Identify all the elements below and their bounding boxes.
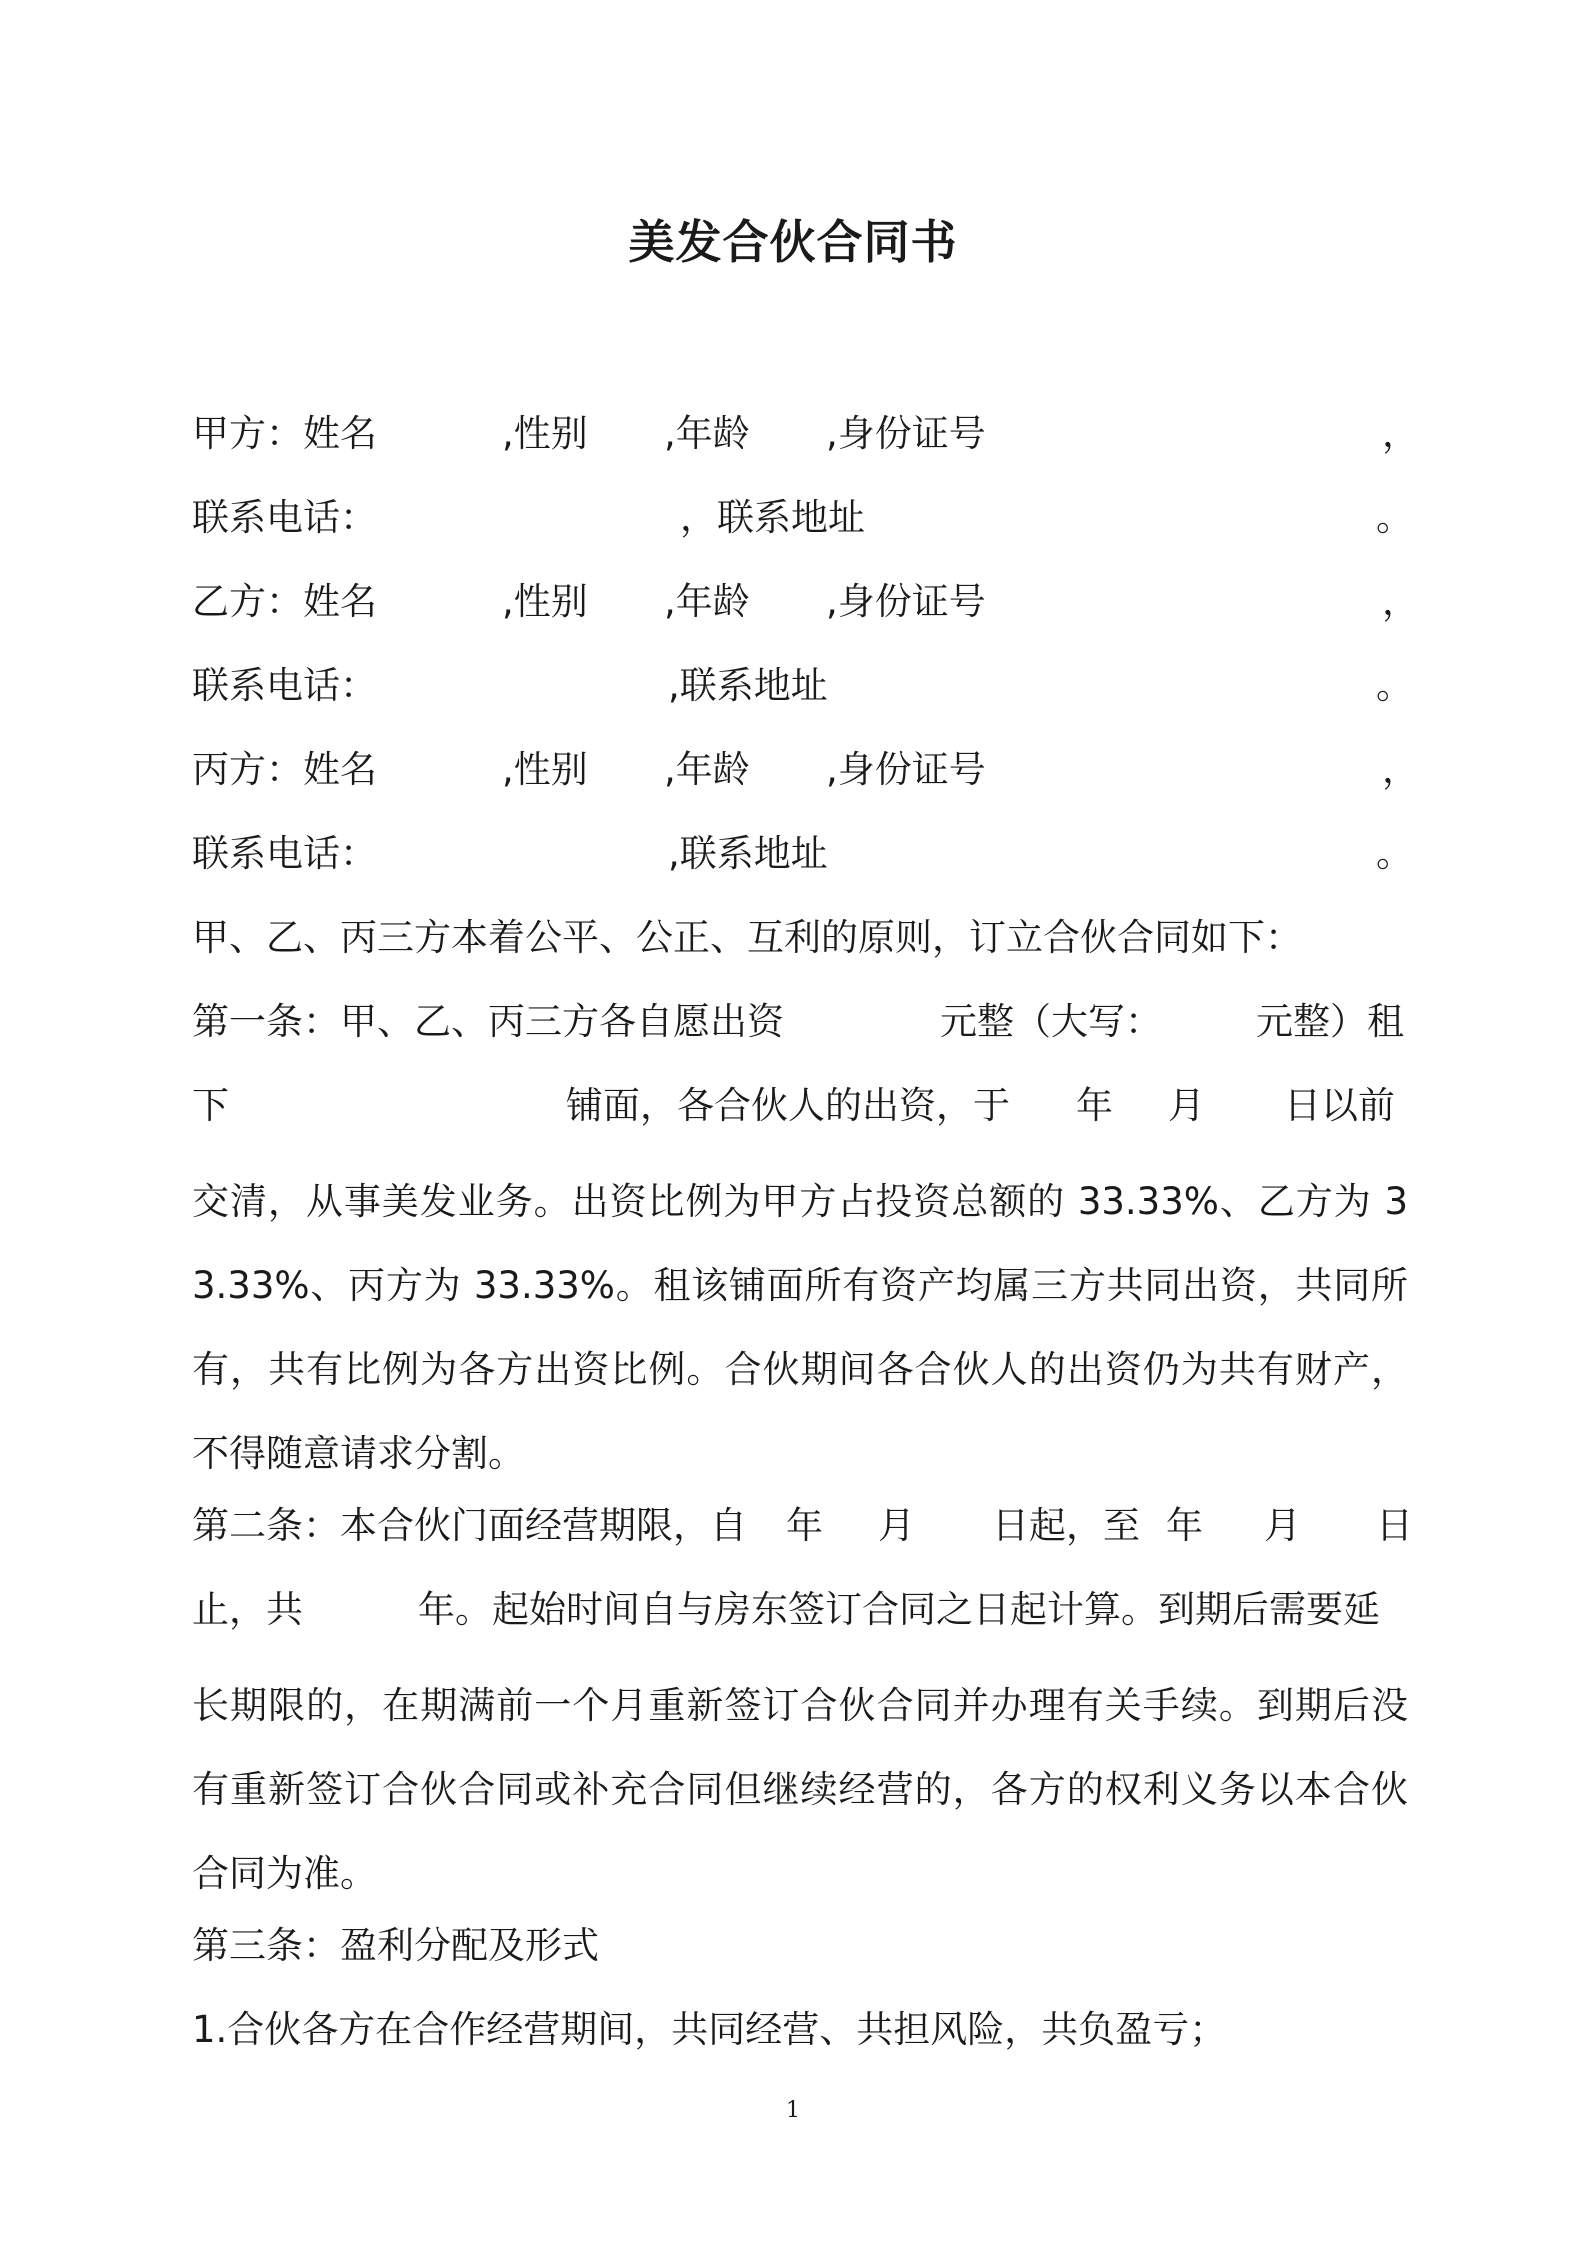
party-a-info-line <box>192 404 1419 464</box>
article-2-part-a: 第二条：本合伙门面经营期限，自 <box>192 1504 747 1547</box>
article-1-line-2-b: 铺面，各合伙人的出资，于 <box>566 1084 1010 1127</box>
party-b-age-label: ,年龄 <box>664 580 750 623</box>
article-3-heading-text: 第三条：盈利分配及形式 <box>192 1924 599 1967</box>
article-1-part-b: 元整（大写： <box>940 1000 1162 1043</box>
contract-intro <box>192 908 1412 968</box>
article-2-line-1 <box>192 1496 1412 1556</box>
intro-text: 甲、乙、丙三方本着公平、公正、互利的原则，订立合伙合同如下： <box>192 916 1302 959</box>
article-2-line-2-a: 止，共 <box>192 1588 303 1631</box>
party-b-line-end: ， <box>1382 580 1419 623</box>
party-c-info-line <box>192 740 1419 800</box>
party-c-name-label: 丙方：姓名 <box>192 748 377 791</box>
article-3-item-1-text: 1.合伙各方在合作经营期间，共同经营、共担风险，共负盈亏； <box>192 2008 1227 2051</box>
article-1-line-2-d: 月 <box>1168 1084 1205 1127</box>
party-a-address-label: ，联系地址 <box>680 496 865 539</box>
party-b-gender-label: ,性别 <box>502 580 588 623</box>
article-3-item-1 <box>192 2000 1412 2060</box>
party-c-gender-label: ,性别 <box>502 748 588 791</box>
article-1-body: 交清，从事美发业务。出资比例为甲方占投资总额的 33.33%、乙方为 33.33%、丙方为 33.33%。租该铺面所有资产均属三方共同出资，共同所有，共有比例为各方出资比例。合伙期间各合伙人的出资仍为共有财产，不得随意请求分割。 <box>192 1180 1408 1475</box>
party-a-contact-line <box>192 488 1412 548</box>
party-b-contact-line <box>192 656 1412 716</box>
party-a-age-label: ,年龄 <box>664 412 750 455</box>
article-2-body: 长期限的，在期满前一个月重新签订合伙合同并办理有关手续。到期后没有重新签订合伙合同或补充合同但继续经营的，各方的权利义务以本合伙合同为准。 <box>192 1684 1408 1895</box>
party-b-phone-label: 联系电话： <box>192 664 377 707</box>
party-a-contact-end: 。 <box>1376 496 1413 539</box>
article-1-line-2-e: 日以前 <box>1284 1084 1395 1127</box>
article-2-part-f: 月 <box>1264 1504 1301 1547</box>
article-1-part-c: 元整）租 <box>1256 1000 1404 1043</box>
party-c-line-end: ， <box>1382 748 1419 791</box>
party-c-age-label: ,年龄 <box>664 748 750 791</box>
party-a-line-end: ， <box>1382 412 1419 455</box>
article-2-line-2 <box>192 1580 1412 1640</box>
party-c-id-label: ,身份证号 <box>826 748 986 791</box>
article-2-part-b: 年 <box>786 1504 823 1547</box>
article-2-part-g: 日 <box>1376 1504 1413 1547</box>
article-2-part-e: 年 <box>1166 1504 1203 1547</box>
party-c-contact-end: 。 <box>1376 832 1413 875</box>
party-b-contact-end: 。 <box>1376 664 1413 707</box>
party-b-name-label: 乙方：姓名 <box>192 580 377 623</box>
party-a-phone-label: 联系电话： <box>192 496 377 539</box>
article-1-line-2 <box>192 1076 1412 1136</box>
party-b-address-label: ,联系地址 <box>668 664 828 707</box>
party-b-id-label: ,身份证号 <box>826 580 986 623</box>
article-3-heading <box>192 1916 1412 1976</box>
party-a-gender-label: ,性别 <box>502 412 588 455</box>
article-1-line-1 <box>192 992 1412 1052</box>
article-1-line-2-a: 下 <box>192 1084 229 1127</box>
party-b-info-line <box>192 572 1419 632</box>
party-c-address-label: ,联系地址 <box>668 832 828 875</box>
article-1-part-a: 第一条：甲、乙、丙三方各自愿出资 <box>192 1000 784 1043</box>
party-a-id-label: ,身份证号 <box>826 412 986 455</box>
article-2-part-c: 月 <box>878 1504 915 1547</box>
article-2-line-2-b: 年。起始时间自与房东签订合同之日起计算。到期后需要延 <box>418 1588 1380 1631</box>
document-title: 美发合伙合同书 <box>628 215 958 269</box>
party-c-contact-line <box>192 824 1412 884</box>
party-a-name-label: 甲方：姓名 <box>192 412 377 455</box>
page-number: 1 <box>786 2098 800 2123</box>
party-c-phone-label: 联系电话： <box>192 832 377 875</box>
article-2-part-d: 日起，至 <box>992 1504 1140 1547</box>
article-1-line-2-c: 年 <box>1076 1084 1113 1127</box>
